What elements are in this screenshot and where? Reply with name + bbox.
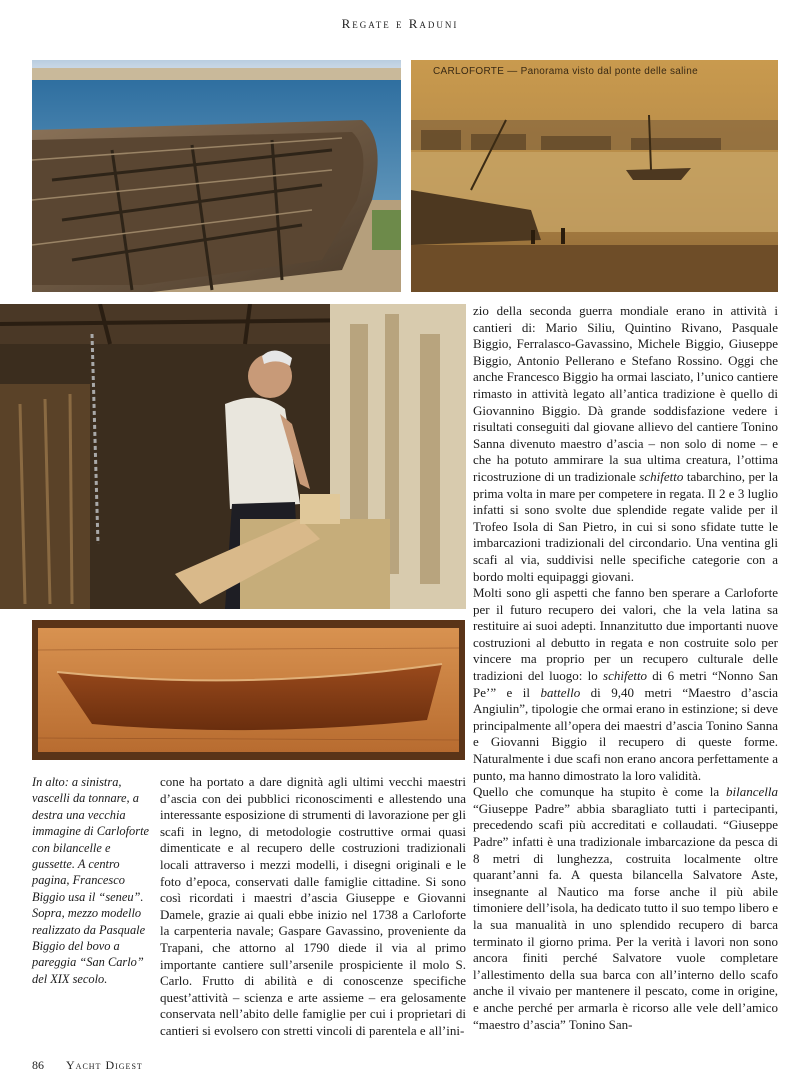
section-header: Regate e Raduni [341,16,459,31]
p2-text-a: Molti sono gli aspetti che fanno ben sperare a Carloforte per il futuro recupero dei valori, che la vela latina sa restituire ai suoi adepti. Innanzitutto due importanti nuove costruzioni al debutto in regata e non costruite solo per vincere ma proprio per un recupero culturale delle tradizioni del luogo: lo [473,585,778,684]
postcard-caption: CARLOFORTE — Panorama visto dal ponte delle saline [433,66,698,77]
paragraph-2 [473,585,778,784]
p1-emphasis: schifetto [639,468,684,484]
p3-text-b: “Giuseppe Padre” abbia sbaragliato tutti i partecipanti, precedendo scafi più accreditati e collaudati. “Giuseppe Padre” infatti è una tradizionale imbarcazione da pesca di 8 metri di lunghezza, costruita localmente oltre quarant’anni fa. A questa bilancella Salvatore Aste, insegnante al Nautico ma forse anche il più abile timoniere dell’isola, ha dedicato tutto il suo tempo libero e la sua manualità in uno splendido recupero di barca terminato il giorno prima. Per la verità i lavori non sono ancora finiti perché Salvatore vuole completare l’allestimento della sua barca con all’interno dello scafo anche il vivaio per mantenere il pescato, come in origine, e anche perché per armarla è ricorso alle vele dell’amico “maestro d’ascia” Tonino San- [473,800,778,1032]
left-column-text: cone ha portato a dare dignità agli ultimi vecchi maestri d’ascia con dei pubblici riconoscimenti e allestendo una interessante esposizione di strumenti di lavorazione per gli scafi in legno, di metodologie costruttive ormai quasi dimenticate e al recupero delle costruzioni tradizionali locali attraverso i mezzi modelli, i disegni originali e le foto d’epoca, conservati dalle famiglie cittadine. Si sono così ricordati i maestri d’ascia Giuseppe e Giovanni Damele, grazie ai quali ebbe inizio nel 1738 a Carloforte la carpenteria navale; Gaspare Gavassino, proveniente da Trapani, che attorno al 1790 diede il via al primo importante cantiere sull’arsenile prospiciente il molo S. Carlo. Frutto di abilità e di conoscenze specifiche quest’attività – scienza e arte assieme – era gelosamente conservata nell’abito delle famiglie per cui i proprietari di cantieri si evolsero con stretti vincoli di parentela e all’ini- [160,774,466,1038]
paragraph-1 [473,303,778,585]
article-column-right [473,303,778,1033]
p3-text-a: Quello che comunque ha stupito è come la [473,784,726,800]
photo-old-boat [32,60,401,292]
p3-emphasis: bilancella [726,784,778,800]
p2-text-b: di 6 metri “Nonno San Pe’” e il [473,668,778,700]
p2-emphasis-2: battello [540,684,581,700]
p1-text-b: tabarchino, per la prima volta in mare per competere in regata. Il 2 e 3 luglio infatti si sono svolte due splendide regate valide per il Trofeo Isola di San Pietro, in cui si sono sfidate tutte le imbarcazioni tradizionali del circondario. Una ventina gli scafi al via, suddivisi nelle specifiche categorie con a bordo molti equipaggi giovani. [473,468,778,584]
photo-caption [32,774,150,987]
caption-text: In alto: a sinistra, vascelli da tonnare, a destra una vecchia immagine di Carloforte con bilancelle e gussette. A centro pagina, Francesco Biggio usa il “seneu”. Sopra, mezzo modello realizzato da Pasquale Biggio del bovo a pareggia “San Carlo” del XIX secolo. [32,775,150,986]
p2-text-c: di 9,40 metri “Maestro d’ascia Angiulin”, tipologie che ormai erano in estinzione; si deve principalmente all’opera dei maestri d’ascia Tonino Sanna e Giovanni Biggio il recupero di queste forme. Naturalmente i due scafi non erano ancora perfettamente a punto, ma hanno dimostrato la loro validità. [473,684,778,783]
magazine-name: Yacht Digest [66,1058,143,1072]
p1-text-a: zio della seconda guerra mondiale erano in attività i cantieri di: Mario Siliu, Quintino Rivano, Pasquale Biggio, Ferralasco-Gavassino, Michele Biggio, Giuseppe Biggio, Antonio Pellerano e Stefano Rossino. Oggi che anche Francesco Biggio ha ormai lasciato, l’unico cantiere rimasto in attività legato all’antica tradizione è quello di Giovannino Biggio. Dà grande soddisfazione vedere i risultati conseguiti dal giovane allievo del cantiere Tonino Sanna divenuto maestro d’ascia – non solo di nome – e che ha potuto ammirare la sua ultima creatura, l’ottima ricostruzione di un tradizionale [473,303,778,484]
p2-emphasis-1: schifetto [603,668,648,684]
page-number: 86 [32,1058,44,1072]
photo-vintage-postcard [411,60,778,292]
paragraph-3 [473,784,778,1033]
photo-half-model [32,620,465,760]
article-column-left [160,774,466,1040]
photo-craftsman-workshop [0,304,466,609]
